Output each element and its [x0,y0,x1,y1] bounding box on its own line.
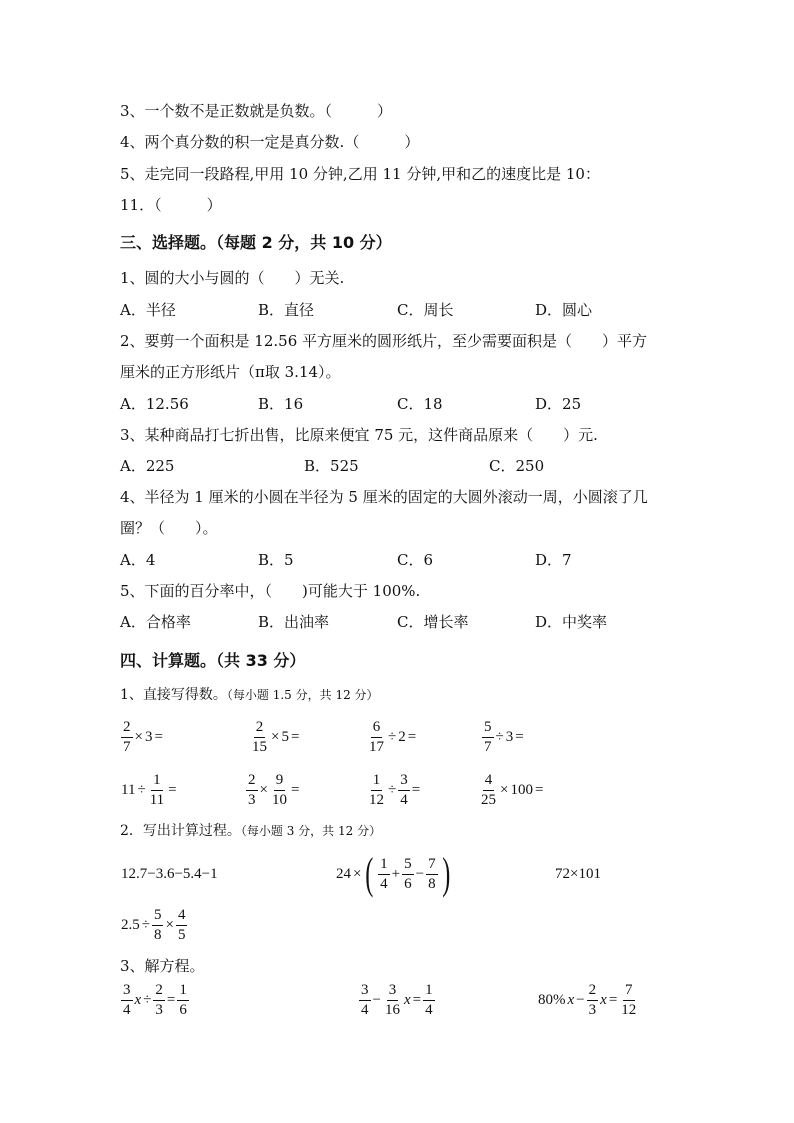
choice-q2-option-d: D．25 [535,395,582,413]
equation-2: $\frac{3}{4}$ − $\frac{3}{16}$ x = $\frac{1}{4}$ [361,982,433,1018]
calc-part1-label: 1、直接写得数。 [120,687,227,703]
choice-q2-option-c: C．18 [397,395,443,413]
choice-q4-option-c: C．6 [397,551,434,569]
choice-q4-option-b: B．5 [258,551,294,569]
fraction: $\frac{3}{4}$ [123,982,131,1018]
calc1-item-4: $\frac{5}{7}$ ÷ 3 = [484,719,524,755]
fraction: $\frac{2}{15}$ [252,719,267,755]
fraction: $\frac{5}{8}$ [153,907,162,943]
choice-q4-option-d: D．7 [535,551,572,569]
choice-q4-stem: 4、半径为 1 厘米的小圆在半径为 5 厘米的固定的大圆外滚动一周，小圆滚了几 [120,488,648,506]
fraction: $\frac{7}{8}$ [428,855,436,892]
calc-part2-label: 2．写出计算过程。 [120,823,241,839]
choice-q2-option-a: A．12.56 [120,395,189,413]
calc-part1-heading [120,684,379,704]
judge-q3: 3、一个数不是正数就是负数。（ ） [120,102,393,120]
fraction: $\frac{3}{4}$ [361,982,369,1018]
fraction: $\frac{2}{7}$ [123,719,131,755]
fraction: $\frac{1}{4}$ [380,855,388,892]
fraction: $\frac{1}{12}$ [369,772,384,808]
fraction: $\frac{2}{3}$ [588,982,597,1018]
calc-part3-heading: 3、解方程。 [120,957,205,975]
judge-q5-line2: 11．（ ） [120,196,222,214]
choice-q2-stem: 2、要剪一个面积是 12.56 平方厘米的圆形纸片，至少需要面积是（ ）平方 [120,332,648,350]
choice-q3-option-c: C．250 [489,457,545,475]
calc1-item-2: $\frac{2}{15}$ × 5 = [252,719,300,755]
fraction: $\frac{2}{3}$ [248,772,256,808]
choice-q3-option-a: A．225 [120,457,175,475]
section4-title: 四、计算题。（共 33 分） [120,651,306,670]
equation-3: 80% x − $\frac{2}{3}$ x = $\frac{7}{12}$ [538,982,637,1018]
fraction: $\frac{2}{3}$ [155,982,163,1018]
fraction: $\frac{3}{16}$ [384,982,400,1018]
calc1-item-1: $\frac{2}{7}$ × 3 = [123,719,163,755]
choice-q1-option-b: B．直径 [258,301,315,319]
calc1-item-7: $\frac{1}{12}$ ÷ $\frac{3}{4}$ = [369,772,421,808]
calc2-item-2: 24 × ( $\frac{1}{4}$ + $\frac{5}{6}$ − $\frac{7}{8}$ ) [336,849,450,898]
choice-q3-option-b: B．525 [304,457,359,475]
choice-q3-stem: 3、某种商品打七折出售，比原来便宜 75 元，这件商品原来（ ）元. [120,426,598,444]
calc1-item-8: $\frac{4}{25}$ × 100 = [481,772,544,808]
judge-q5-line1: 5、走完同一段路程,甲用 10 分钟,乙用 11 分钟,甲和乙的速度比是 10： [120,165,600,183]
fraction: $\frac{9}{10}$ [271,772,287,808]
fraction: $\frac{4}{5}$ [177,907,186,943]
fraction: $\frac{1}{6}$ [179,982,187,1018]
choice-q1-option-a: A．半径 [120,301,176,319]
judge-q4: 4、两个真分数的积一定是真分数.（ ） [120,133,420,151]
choice-q1-option-d: D．圆心 [535,301,593,319]
calc1-item-6: $\frac{2}{3}$ × $\frac{9}{10}$ = [248,772,300,808]
choice-q5-option-c: C．增长率 [397,613,469,631]
choice-q2-option-b: B．16 [258,395,304,413]
fraction: $\frac{7}{12}$ [621,982,637,1018]
calc-part1-note: （每小题 1.5 分，共 12 分） [226,688,379,702]
choice-q1-option-c: C．周长 [397,301,454,319]
calc2-item-3: 72×101 [555,866,601,882]
choice-q4-option-a: A．4 [120,551,156,569]
fraction: $\frac{6}{17}$ [369,719,384,755]
choice-q2-stem-cont: 厘米的正方形纸片（π取 3.14）。 [120,363,341,381]
fraction: $\frac{3}{4}$ [400,772,408,808]
section3-title: 三、选择题。（每题 2 分，共 10 分） [120,233,392,252]
calc-part2-heading [120,820,381,840]
calc2-item-4: 2.5 ÷ $\frac{5}{8}$ × $\frac{4}{5}$ [121,907,186,943]
equation-1: $\frac{3}{4}$ x ÷ $\frac{2}{3}$ = $\frac{1}{6}$ [123,982,187,1018]
choice-q5-option-b: B．出油率 [258,613,330,631]
calc-part2-note: （每小题 3 分，共 12 分） [240,824,382,838]
choice-q4-stem-cont: 圈？（ ）。 [120,519,218,537]
fraction: $\frac{4}{25}$ [481,772,496,808]
fraction: $\frac{1}{4}$ [425,982,433,1018]
calc1-item-5: 11 ÷ $\frac{1}{11}$ = [121,772,177,808]
choice-q1-stem: 1、圆的大小与圆的（ ）无关. [120,269,345,287]
choice-q5-option-a: A．合格率 [120,613,191,631]
fraction: $\frac{5}{7}$ [484,719,492,755]
calc1-item-3: $\frac{6}{17}$ ÷ 2 = [369,719,417,755]
fraction: $\frac{1}{11}$ [149,772,165,808]
choice-q5-stem: 5、下面的百分率中，（ )可能大于 100%. [120,582,421,600]
fraction: $\frac{5}{6}$ [404,855,412,892]
calc2-item-1: 12.7−3.6−5.4−1 [121,866,218,882]
choice-q5-option-d: D．中奖率 [535,613,608,631]
